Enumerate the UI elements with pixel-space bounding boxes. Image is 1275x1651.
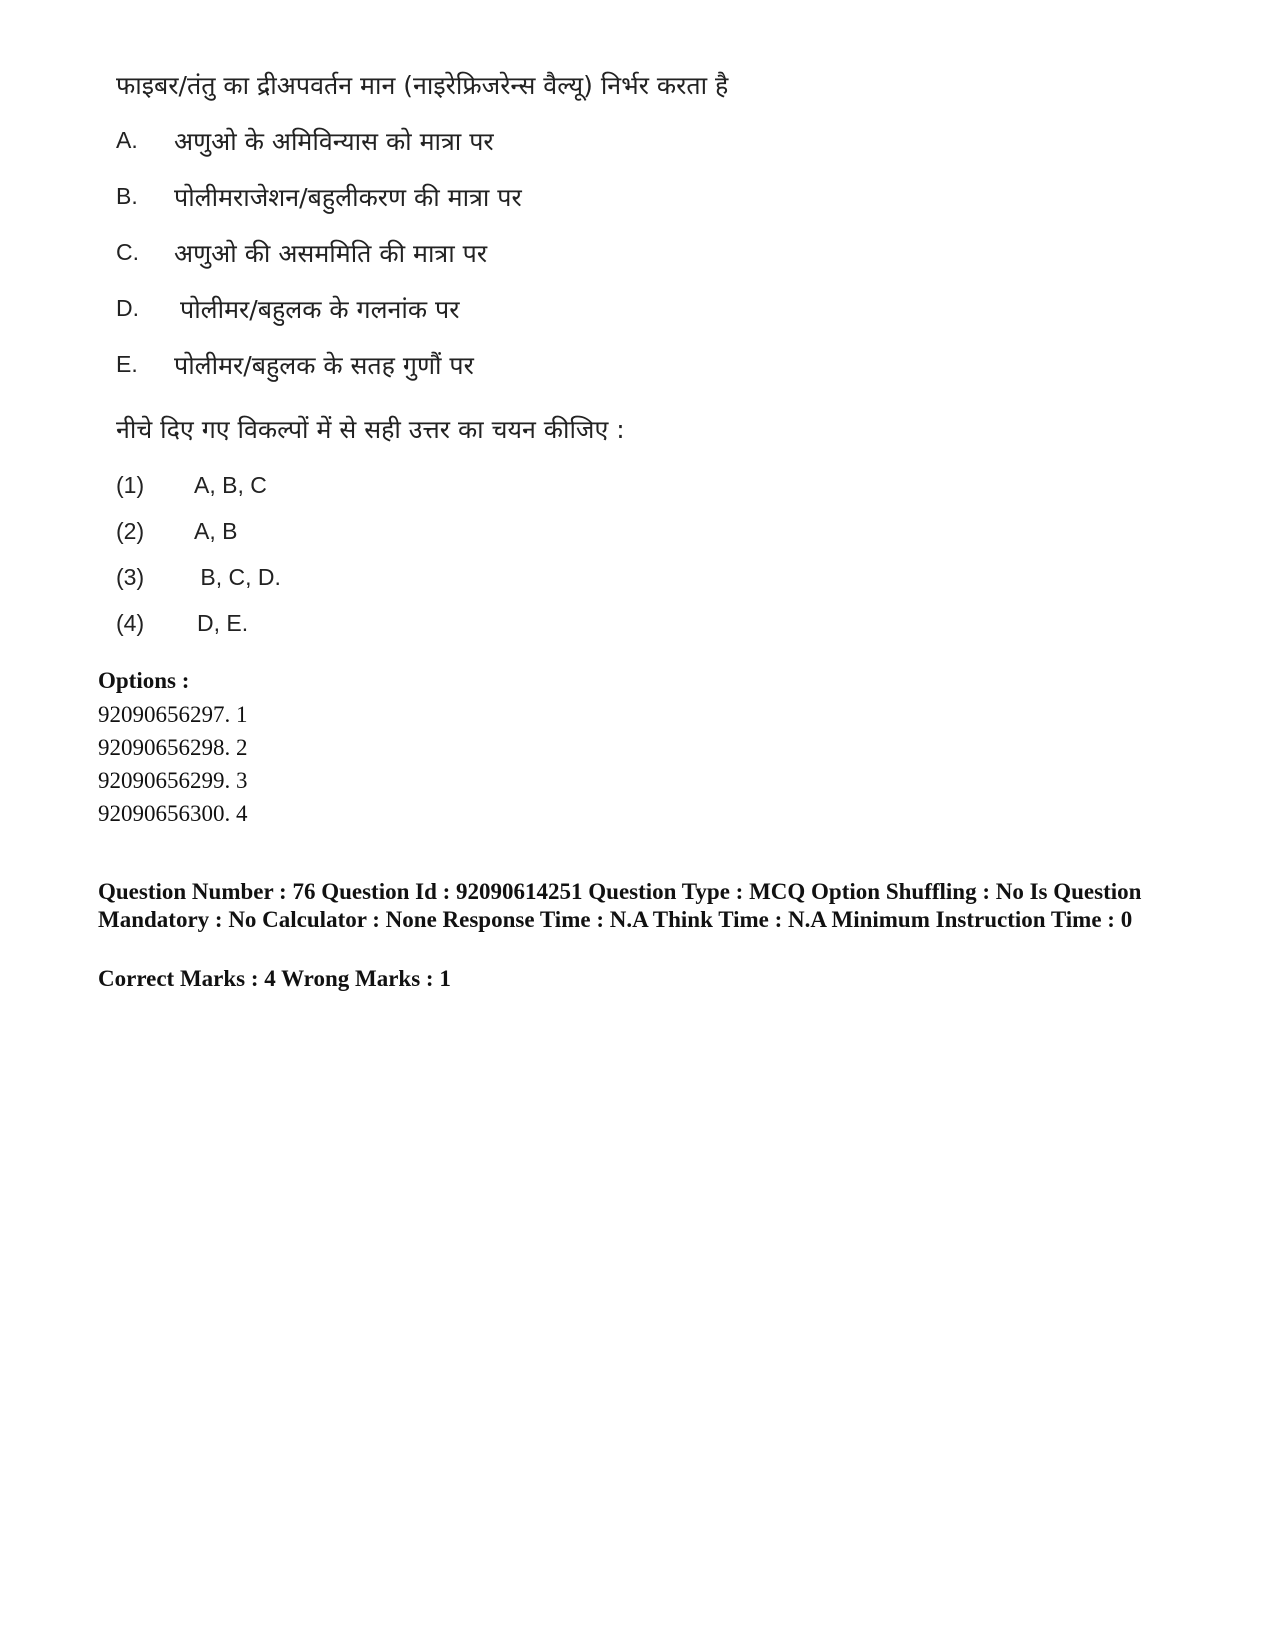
statement-letter: D. xyxy=(116,295,139,321)
statement-text: पोलीमर/बहुलक के सतह गुणौं पर xyxy=(174,351,474,380)
option-id-4: 92090656300. 4 xyxy=(98,801,248,826)
choice-number: (3) xyxy=(116,564,145,590)
statement-c xyxy=(116,236,487,270)
statement-text: पोलीमर/बहुलक के गलनांक पर xyxy=(180,295,460,324)
choice-text: D, E. xyxy=(197,610,249,636)
option-id-1: 92090656297. 1 xyxy=(98,702,248,727)
choice-1 xyxy=(116,472,267,499)
choice-text: A, B xyxy=(194,518,238,544)
choice-number: (2) xyxy=(116,518,145,544)
statement-letter: B. xyxy=(116,183,138,209)
choice-text: A, B, C xyxy=(194,472,267,498)
options-title: Options : xyxy=(98,668,190,693)
option-id-3: 92090656299. 3 xyxy=(98,768,248,793)
option-id-2: 92090656298. 2 xyxy=(98,735,248,760)
statement-e xyxy=(116,348,474,382)
choice-4 xyxy=(116,610,248,637)
choice-text: B, C, D. xyxy=(194,564,281,590)
statement-b xyxy=(116,180,522,214)
statement-letter: C. xyxy=(116,239,139,265)
statement-a xyxy=(116,124,494,158)
question-instruction: नीचे दिए गए विकल्पों में से सही उत्तर का चयन कीजिए : xyxy=(116,415,625,444)
choice-2 xyxy=(116,518,237,545)
question-meta: Question Number : 76 Question Id : 92090614251 Question Type : MCQ Option Shuffling : No Is Question Mandatory : No Calculator : None Response Time : N.A Think Time : N.A Minimum Instruction Time : 0 xyxy=(98,879,1142,932)
question-stem: फाइबर/तंतु का द्रीअपवर्तन मान (नाइरेफ्रिजरेन्स वैल्यू) निर्भर करता है xyxy=(116,71,729,100)
question-marks: Correct Marks : 4 Wrong Marks : 1 xyxy=(98,966,451,991)
statement-letter: A. xyxy=(116,127,138,153)
statement-text: अणुओ की असममिति की मात्रा पर xyxy=(174,239,488,268)
statement-text: अणुओ के अमिविन्यास को मात्रा पर xyxy=(174,127,494,156)
choice-number: (4) xyxy=(116,610,145,636)
choice-number: (1) xyxy=(116,472,145,498)
statement-letter: E. xyxy=(116,351,138,377)
choice-3 xyxy=(116,564,281,591)
statement-text: पोलीमराजेशन/बहुलीकरण की मात्रा पर xyxy=(174,183,522,212)
statement-d xyxy=(116,292,459,326)
